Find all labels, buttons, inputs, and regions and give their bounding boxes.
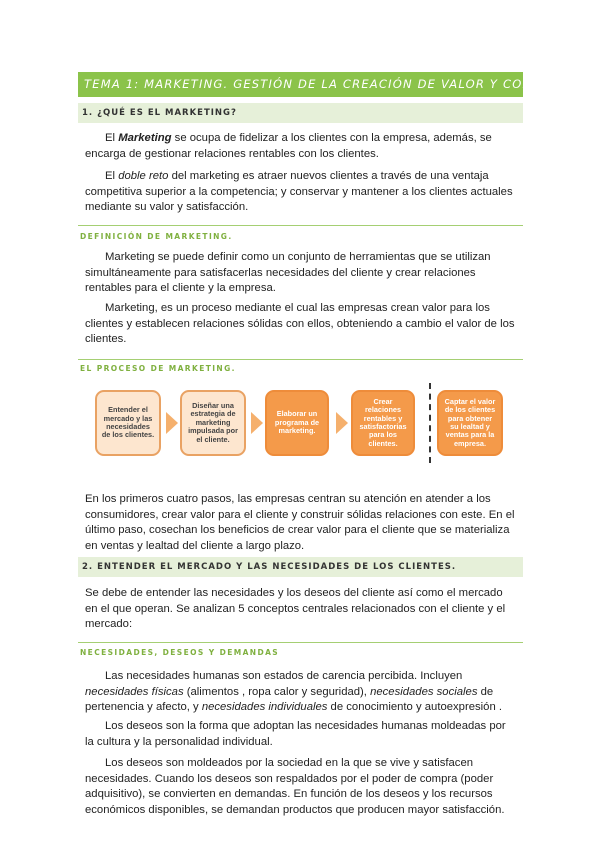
divider xyxy=(78,642,523,643)
paragraph-proceso-summary: En los primeros cuatro pasos, las empresas centran su atención en atender a los consumidores, crear valor para el cliente y construir sólidas relaciones con este. En el último paso, cosechan los beneficios de crear valor para el cliente que se materializa en ventas y lealtad del cliente a largo plazo. xyxy=(85,493,515,552)
subheading-proceso: EL PROCESO DE MARKETING. xyxy=(80,364,236,373)
divider xyxy=(78,359,523,360)
paragraph-doble-reto: El doble reto del marketing es atraer nuevos clientes a través de una ventaja competitiva superior a la competencia; y conservar y mantener a los clientes actuales mediante su valor y satisfacción. xyxy=(85,170,513,214)
italic-term-doble-reto: doble reto xyxy=(118,170,169,182)
arrow-icon xyxy=(166,412,178,434)
subheading-definicion: DEFINICIÓN DE MARKETING. xyxy=(80,232,233,241)
section-heading-entender-mercado: 2. ENTENDER EL MERCADO Y LAS NECESIDADES DE LOS CLIENTES. xyxy=(78,557,523,577)
process-step-1: Entender el mercado y las necesidades de los clientes. xyxy=(95,390,161,456)
process-step-3: Elaborar un programa de marketing. xyxy=(265,390,329,456)
process-step-4: Crear relaciones rentables y satisfactorias para los clientes. xyxy=(351,390,415,456)
process-divider-line xyxy=(429,383,431,463)
paragraph-definicion-1: Marketing se puede definir como un conjunto de herramientas que se utilizan simultáneamente para satisfacerlas necesidades del cliente y crear relaciones rentables para el cliente y la empresa. xyxy=(85,251,491,295)
arrow-icon xyxy=(251,412,263,434)
page-title: TEMA 1: MARKETING. GESTIÓN DE LA CREACIÓN DE VALOR Y COMPROMISO. xyxy=(78,72,523,97)
bold-term-marketing: Marketing xyxy=(118,132,172,144)
paragraph-deseos: Los deseos son la forma que adoptan las necesidades humanas moldeadas por la cultura y la personalidad individual. xyxy=(85,720,506,748)
process-step-2: Diseñar una estrategia de marketing impulsada por el cliente. xyxy=(180,390,246,456)
paragraph-entender-mercado: Se debe de entender las necesidades y los deseos del cliente así como el mercado en el que operan. Se analizan 5 conceptos centrales relacionados con el cliente y el mercado: xyxy=(85,587,506,631)
section-heading-que-es-marketing: 1. ¿QUÉ ES EL MARKETING? xyxy=(78,103,523,123)
arrow-icon xyxy=(336,412,348,434)
paragraph-demandas: Los deseos son moldeados por la sociedad en la que se vive y satisfacen necesidades. Cuando los deseos son respaldados por el poder de compra (poder adquisitivo), se convierten en demandas. En función de los deseos y los recursos económicos disponibles, se demandan productos que producen mayor satisfacción. xyxy=(85,757,505,816)
paragraph-marketing-definition: El Marketing se ocupa de fidelizar a los clientes con la empresa, además, se encarga de gestionar relaciones rentables con los clientes. xyxy=(85,132,492,160)
divider xyxy=(78,225,523,226)
process-step-5: Captar el valor de los clientes para obtener su lealtad y ventas para la empresa. xyxy=(437,390,503,456)
subheading-necesidades: NECESIDADES, DESEOS Y DEMANDAS xyxy=(80,648,280,657)
paragraph-definicion-2: Marketing, es un proceso mediante el cual las empresas crean valor para los clientes y establecen relaciones sólidas con ellos, obteniendo a cambio el valor de los clientes. xyxy=(85,302,515,346)
paragraph-necesidades: Las necesidades humanas son estados de carencia percibida. Incluyen necesidades físicas (alimentos , ropa calor y seguridad), necesidades sociales de pertenencia y afecto, y necesidades individuales de conocimiento y autoexpresión . xyxy=(85,670,502,714)
